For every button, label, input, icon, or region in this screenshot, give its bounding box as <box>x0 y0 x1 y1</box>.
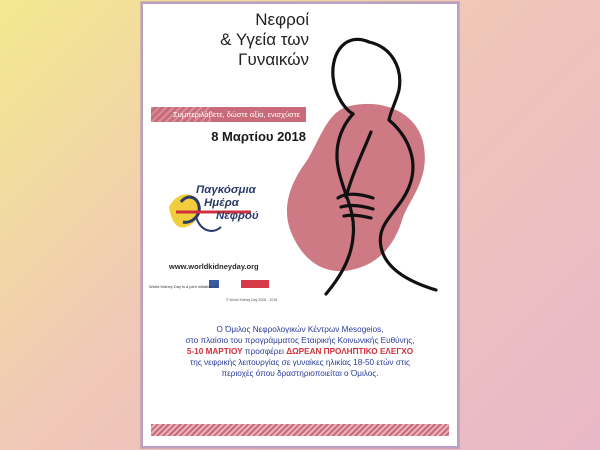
pink-blob-shape <box>287 104 425 271</box>
initiative-note: World Kidney Day is a joint initiative of <box>149 284 217 289</box>
body-line-3 <box>151 346 449 357</box>
offer-dates: 5-10 ΜΑΡΤΙΟΥ <box>186 347 243 356</box>
free-checkup-label: ΔΩΡΕΑΝ ΠΡΟΛΗΠΤΙΚΟ ΕΛΕΓΧΟ <box>286 347 414 356</box>
event-date: 8 Μαρτίου 2018 <box>211 129 306 144</box>
announcement-text <box>151 324 449 379</box>
website-link[interactable]: www.worldkidneyday.org <box>169 262 259 271</box>
logo-line-1: Παγκόσμια <box>196 184 256 196</box>
tagline-banner: Συμπεριλάβετε, δώστε αξία, ενισχύστε <box>151 107 306 122</box>
title-line-1: Νεφροί <box>255 10 309 29</box>
body-line-4: της νεφρικής λειτουργίας σε γυναίκες ηλικίας 18-50 ετών στις <box>190 358 410 367</box>
logo-line-3: Νεφρού <box>216 210 259 222</box>
copyright-note: © World Kidney Day 2006 - 2018 <box>226 298 278 302</box>
partner-logo-2 <box>241 280 269 288</box>
kidney-day-logo-text <box>196 184 259 223</box>
body-line-5: περιοχές όπου δραστηριοποιείται ο Όμιλος. <box>221 369 379 378</box>
body-line-1: Ο Όμιλος Νεφρολογικών Κέντρων Mesogeios, <box>216 325 384 334</box>
body-line-2: στο πλαίσιο του προγράμματος Εταιρικής Κοινωνικής Ευθύνης, <box>185 336 415 345</box>
head-outline <box>333 39 369 114</box>
offer-verb: προσφέρει <box>242 347 287 356</box>
poster-title <box>149 10 309 70</box>
title-line-3: Γυναικών <box>238 50 309 69</box>
poster <box>141 2 459 448</box>
logo-line-2: Ημέρα <box>204 197 239 209</box>
decorative-stripe-bar <box>151 424 449 436</box>
title-line-2: & Υγεία των <box>220 30 309 49</box>
